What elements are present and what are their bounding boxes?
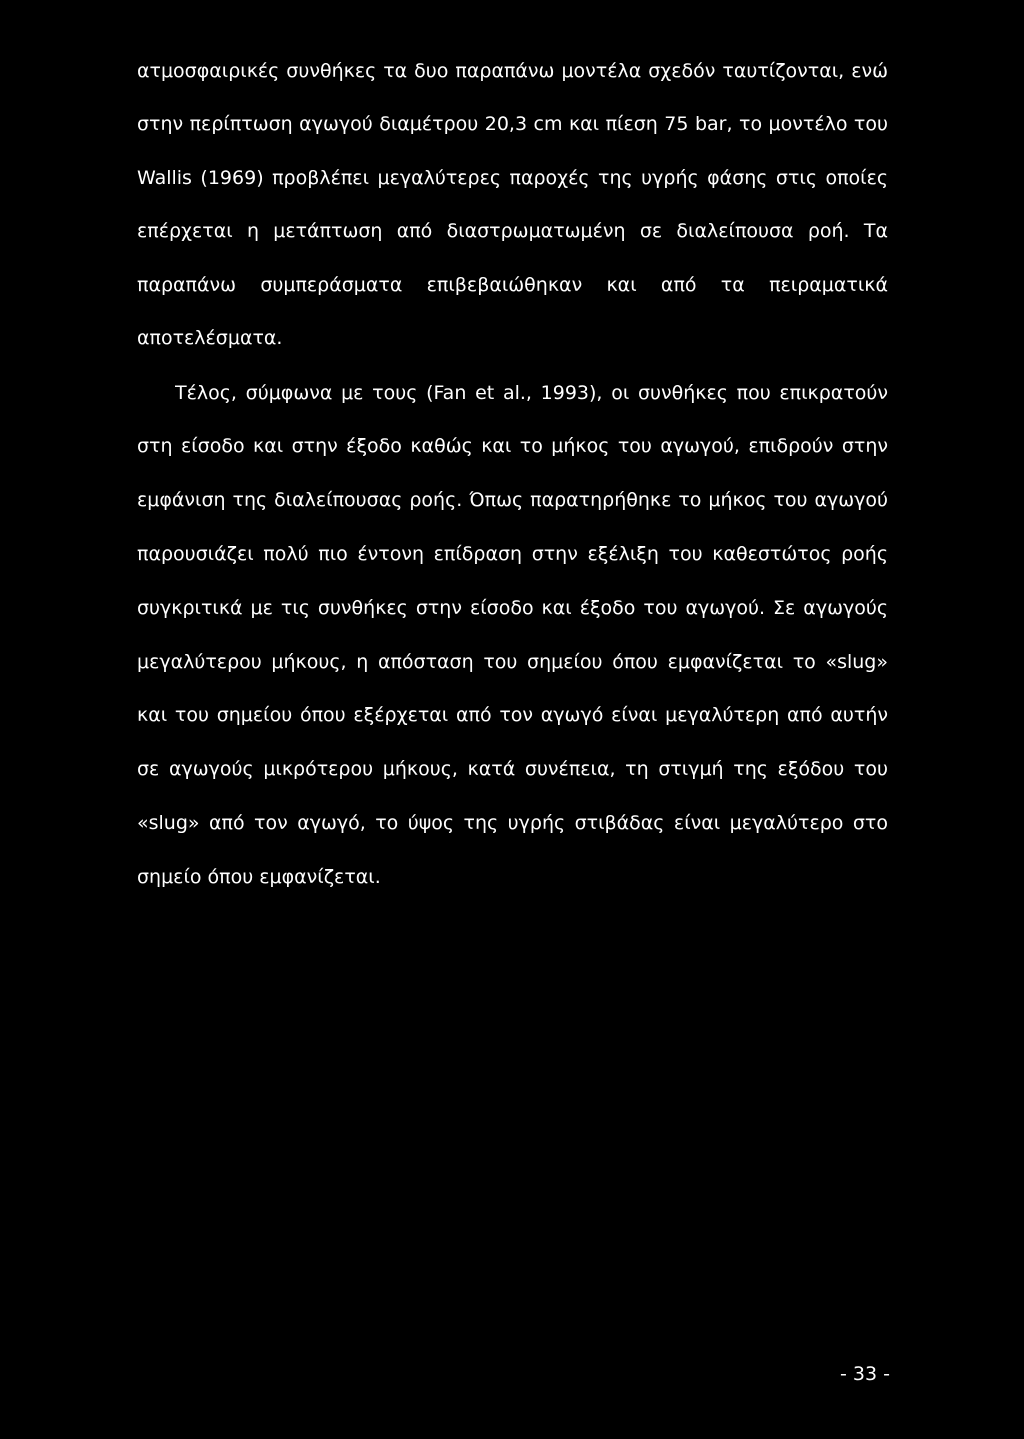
page-number: - 33 - — [840, 1363, 890, 1385]
text-line: στη είσοδο και στην έξοδο καθώς και το μήκος του αγωγού, επιδρούν στην — [137, 435, 888, 457]
text-line: Τέλος, σύμφωνα με τους (Fan et al., 1993), οι συνθήκες που επικρατούν — [175, 382, 888, 404]
text-line: συγκριτικά με τις συνθήκες στην είσοδο και έξοδο του αγωγού. Σε αγωγούς — [137, 597, 888, 619]
text-line: επέρχεται η μετάπτωση από διαστρωματωμένη σε διαλείπουσα ροή. Τα — [137, 220, 888, 242]
text-line: σε αγωγούς μικρότερου μήκους, κατά συνέπεια, τη στιγμή της εξόδου του — [137, 758, 888, 780]
text-line: εμφάνιση της διαλείπουσας ροής. Όπως παρατηρήθηκε το μήκος του αγωγού — [137, 489, 888, 511]
text-line: μεγαλύτερου μήκους, η απόσταση του σημείου όπου εμφανίζεται το «slug» — [137, 651, 888, 673]
text-line: στην περίπτωση αγωγού διαμέτρου 20,3 cm και πίεση 75 bar, το μοντέλο του — [137, 113, 888, 135]
text-line: αποτελέσματα. — [137, 327, 283, 349]
text-line: Wallis (1969) προβλέπει μεγαλύτερες παροχές της υγρής φάσης στις οποίες — [137, 167, 888, 189]
text-line: παραπάνω συμπεράσματα επιβεβαιώθηκαν και από τα πειραματικά — [137, 274, 888, 296]
text-line: «slug» από τον αγωγό, το ύψος της υγρής στιβάδας είναι μεγαλύτερο στο — [137, 812, 888, 834]
text-line: παρουσιάζει πολύ πιο έντονη επίδραση στην εξέλιξη του καθεστώτος ροής — [137, 543, 888, 565]
text-line: και του σημείου όπου εξέρχεται από τον αγωγό είναι μεγαλύτερη από αυτήν — [137, 704, 888, 726]
text-line: ατμοσφαιρικές συνθήκες τα δυο παραπάνω μοντέλα σχεδόν ταυτίζονται, ενώ — [137, 60, 888, 82]
text-line: σημείο όπου εμφανίζεται. — [137, 866, 381, 888]
